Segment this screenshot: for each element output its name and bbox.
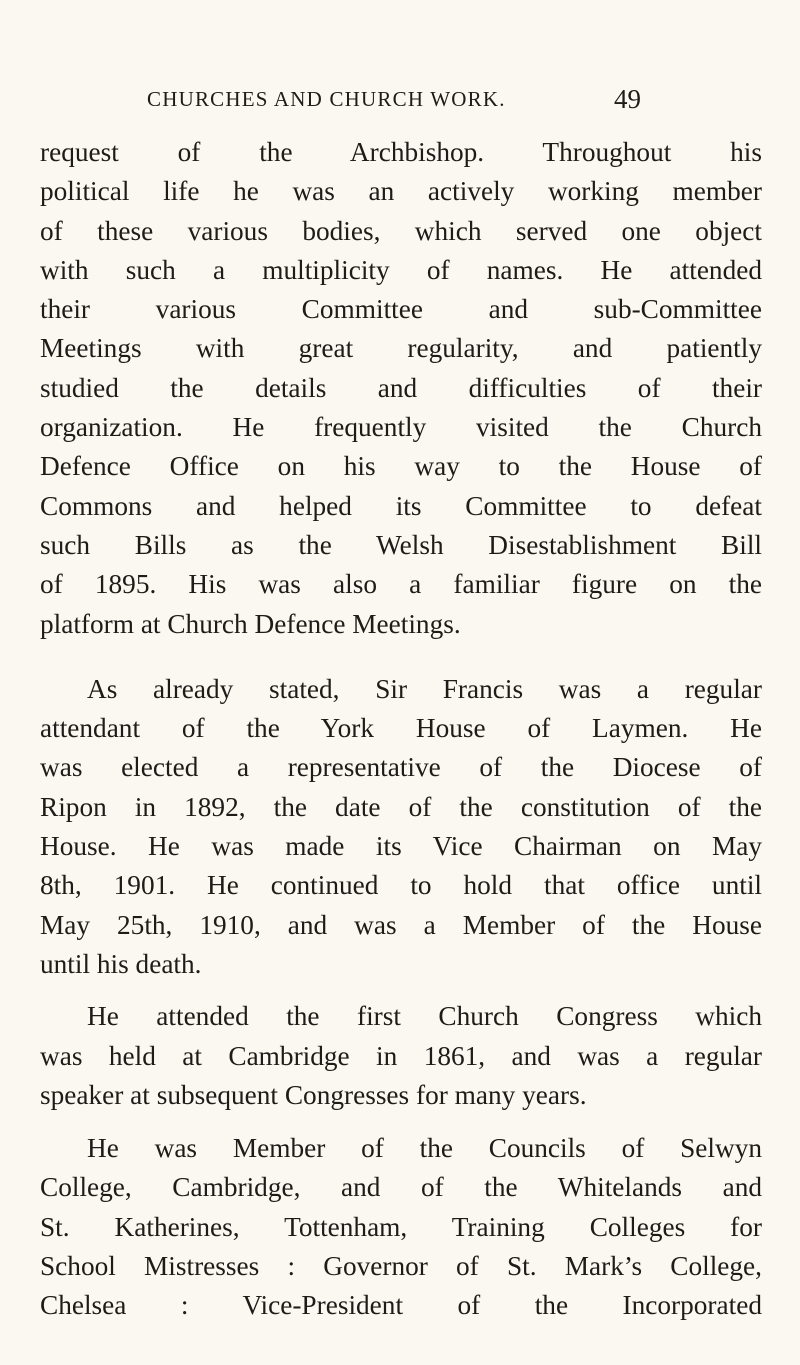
paragraph [40,133,762,644]
text-line: 8th, 1901. He continued to hold that office until [40,870,762,901]
text-line: organization. He frequently visited the Church [40,412,762,443]
text-line: Meetings with great regularity, and patiently [40,333,762,364]
text-line: Defence Office on his way to the House of [40,451,762,482]
text-line: was elected a representative of the Diocese of [40,752,762,783]
text-line: attendant of the York House of Laymen. He [40,713,762,744]
text-line: political life he was an actively working member [40,176,762,207]
text-line: of these various bodies, which served one object [40,215,762,246]
running-head [147,84,641,117]
text-line: with such a multiplicity of names. He attended [40,254,762,285]
text-line: He attended the first Church Congress which [87,1001,762,1032]
text-line: was held at Cambridge in 1861, and was a regular [40,1040,762,1071]
text-line: As already stated, Sir Francis was a regular [87,673,762,704]
text-line: School Mistresses : Governor of St. Mark’s College, [40,1251,762,1282]
running-title: CHURCHES AND CHURCH WORK. [147,87,506,111]
text-line: He was Member of the Councils of Selwyn [87,1133,762,1164]
paragraph [40,1129,762,1325]
text-line: such Bills as the Welsh Disestablishment Bill [40,529,762,560]
paragraph [40,997,762,1115]
text-line: their various Committee and sub-Committee [40,294,762,325]
paragraph [40,670,762,984]
text-line: until his death. [40,948,202,979]
text-line: May 25th, 1910, and was a Member of the House [40,909,762,940]
text-line: request of the Archbishop. Throughout his [40,137,762,167]
body-text [40,133,762,1339]
text-line: Ripon in 1892, the date of the constitution of the [40,791,762,822]
text-line: House. He was made its Vice Chairman on May [40,831,762,862]
text-line: studied the details and difficulties of their [40,372,762,403]
text-line: St. Katherines, Tottenham, Training Colleges for [40,1211,762,1242]
text-line: platform at Church Defence Meetings. [40,608,461,639]
text-line: Commons and helped its Committee to defeat [40,490,762,521]
text-line: of 1895. His was also a familiar figure on the [40,569,762,600]
text-line: College, Cambridge, and of the Whitelands and [40,1172,762,1203]
page-number: 49 [614,84,641,114]
text-line: speaker at subsequent Congresses for many years. [40,1079,587,1110]
text-line: Chelsea : Vice-President of the Incorporated [40,1290,762,1321]
